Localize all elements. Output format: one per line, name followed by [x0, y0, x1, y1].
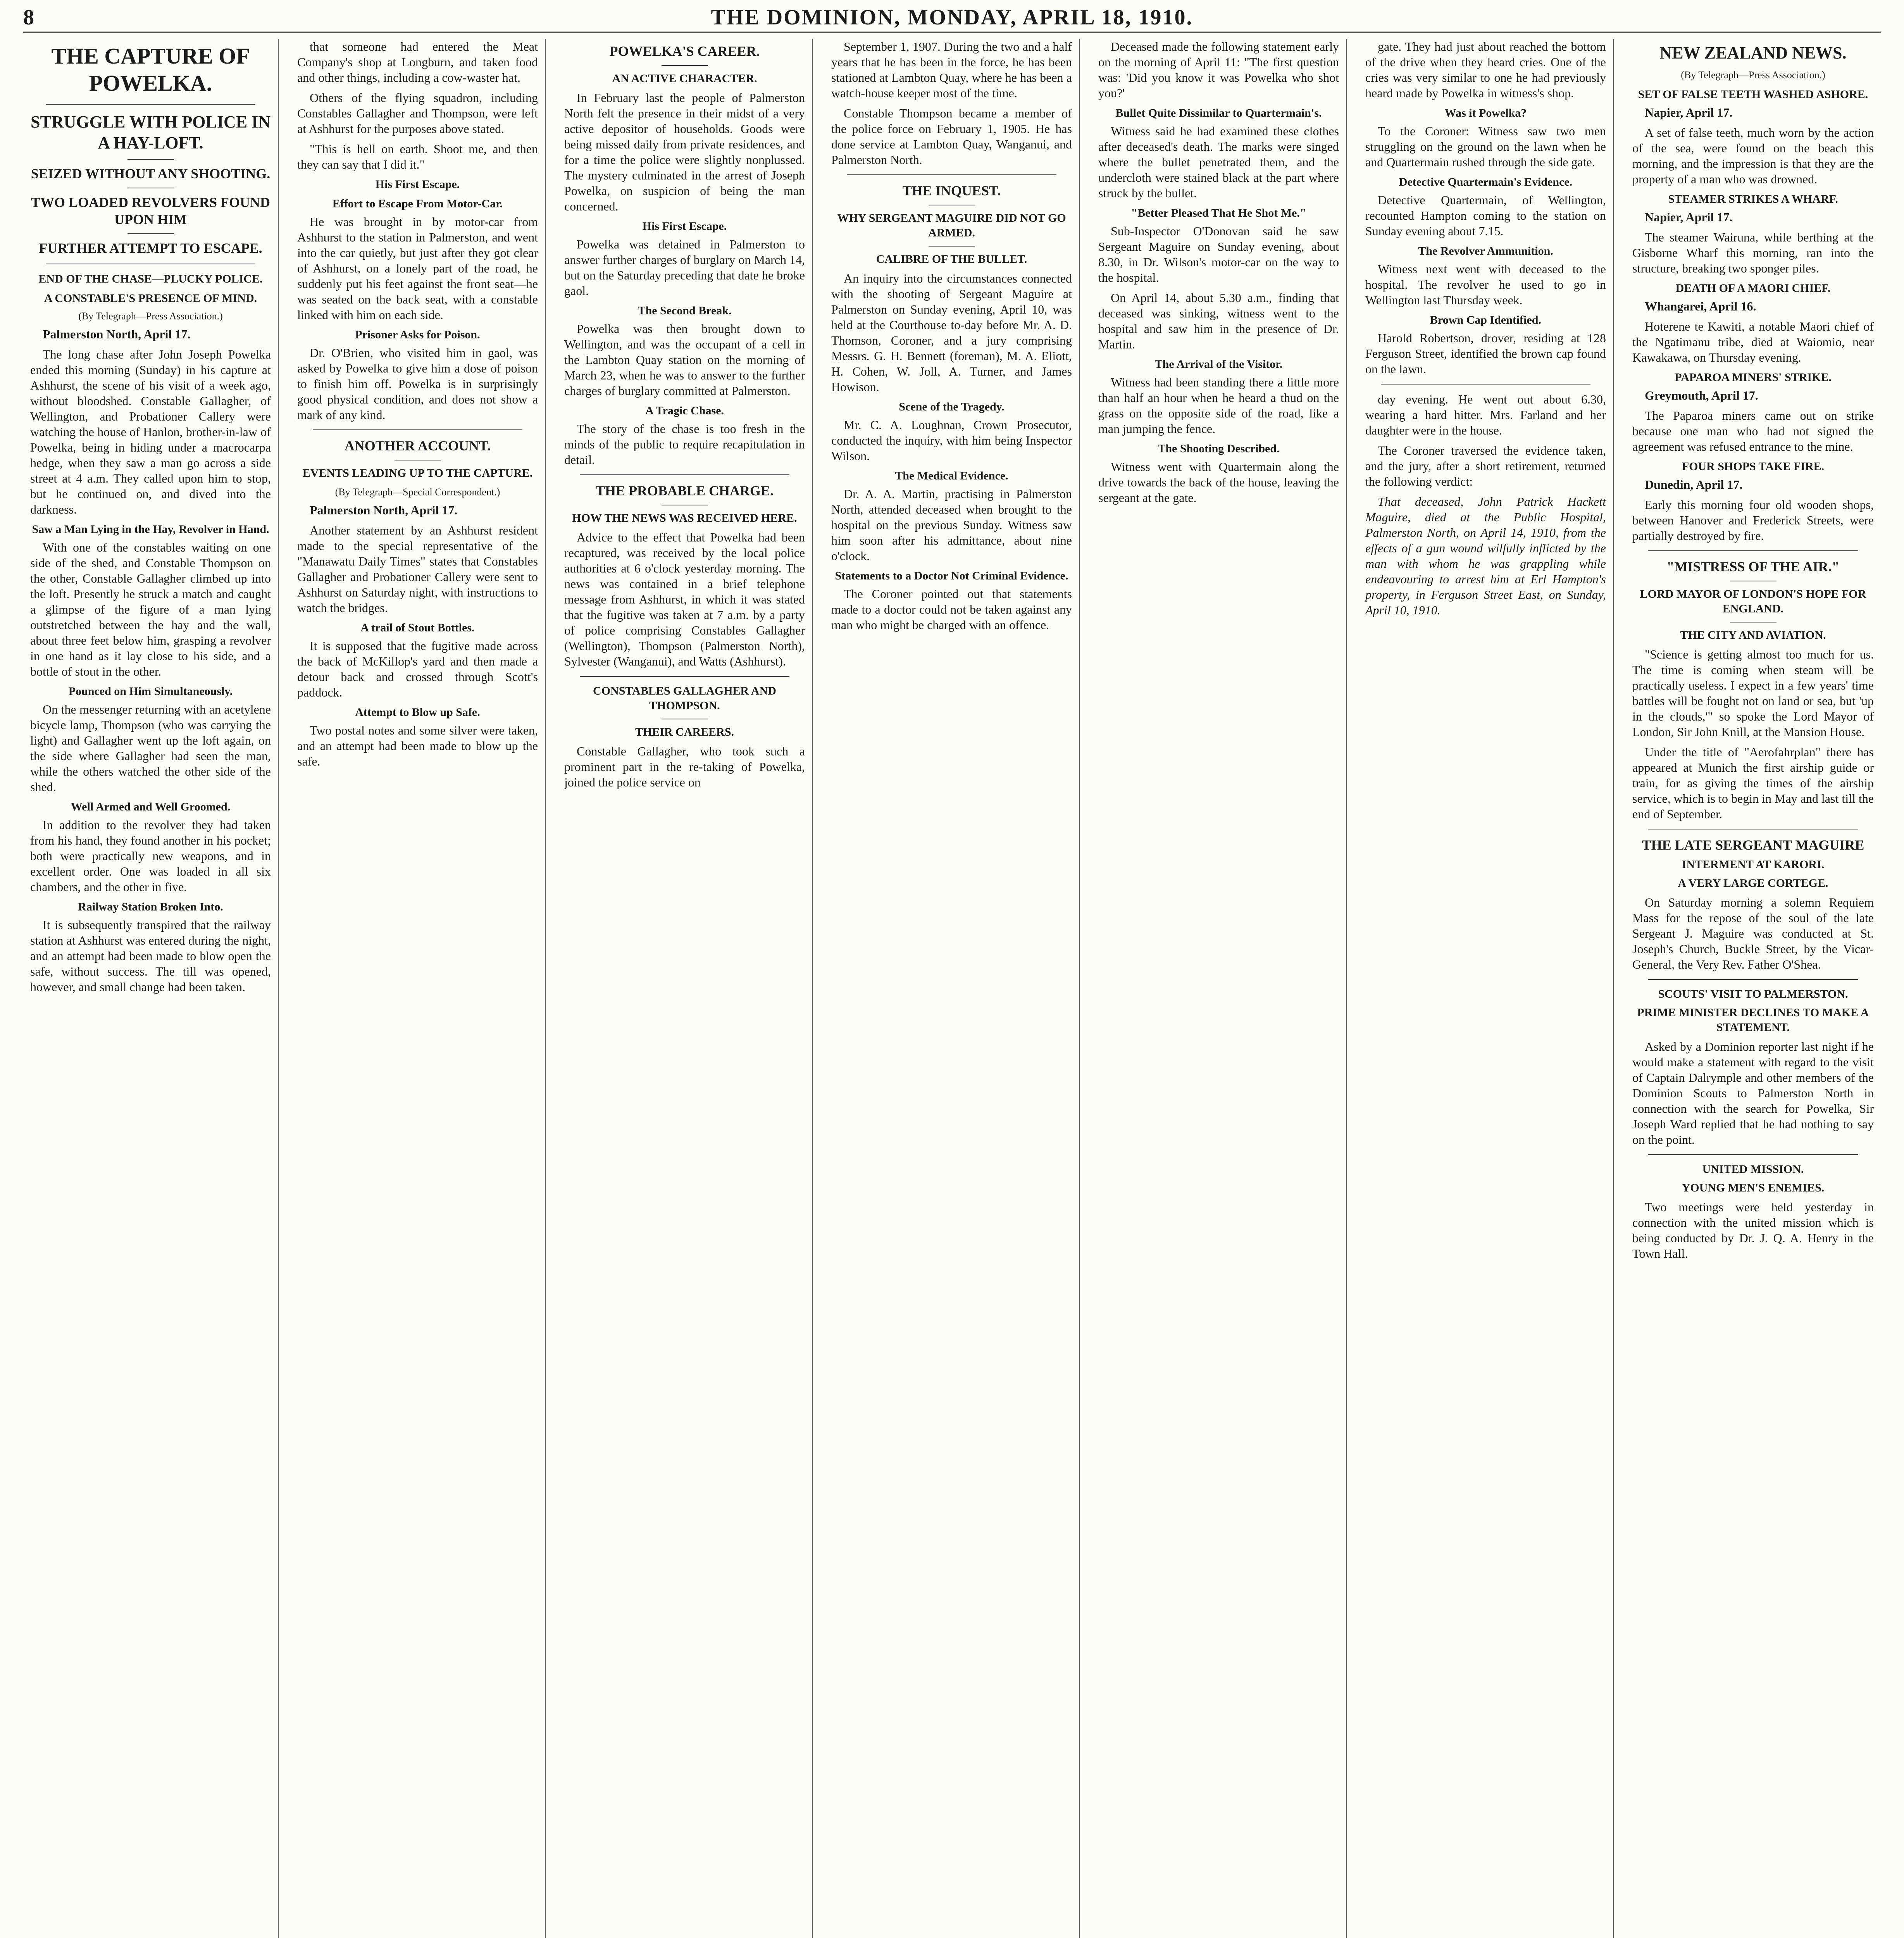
article-paragraph: With one of the constables waiting on one side of the shed, and Constable Thompson on the other, Constable Gallagher climbed up into the loft. Presently he struck a match and caught a glimpse of the figure of a man lying outstretched between the hay and the wall, about three feet below him, grasping a revolver in one hand as it lay close to his side, and a bottle of stout in the other. [30, 540, 271, 678]
article-paragraph: It is subsequently transpired that the railway station at Ashhurst was entered during the night, and an attempt had been made to blow open the safe, without success. The till was opened, however, and small change had been taken. [30, 918, 271, 994]
deck-headline: HOW THE NEWS WAS RECEIVED HERE. [572, 512, 797, 524]
column-7 [1625, 39, 1881, 1938]
article-paragraph: Dr. A. A. Martin, practising in Palmerston North, attended deceased when brought to the hospital on the previous Sunday. Witness saw him soon after his admittance, about nine o'clock. [831, 487, 1072, 563]
newspaper-title: THE DOMINION, MONDAY, APRIL 18, 1910. [711, 5, 1193, 29]
article-paragraph: To the Coroner: Witness saw two men struggling on the ground on the lawn when he and Quartermain rushed through the side gate. [1365, 124, 1606, 169]
subheading: FOUR SHOPS TAKE FIRE. [1682, 460, 1825, 473]
quote: "This is hell on earth. Shoot me, and then they can say that I did it." [297, 142, 538, 171]
subheading: Pounced on Him Simultaneously. [68, 685, 233, 698]
article-paragraph: In February last the people of Palmerston North felt the presence in their midst of a very active depositor of households. Goods were being missed daily from private residences, and for a time the police were slightly nonplussed. The mystery culminated in the arrest of Joseph Powelka, on suspicion of being the man concerned. [564, 91, 805, 213]
page-number: 8 [23, 5, 34, 29]
article-paragraph: The story of the chase is too fresh in the minds of the public to require recapitulation in detail. [564, 422, 805, 467]
subheading: The Medical Evidence. [895, 469, 1008, 482]
subheading: Scene of the Tragedy. [899, 400, 1005, 413]
article-paragraph: On Saturday morning a solemn Requiem Mass for the repose of the soul of the late Sergeant J. Maguire was conducted at St. Joseph's Church, Buckle Street, by the Vicar-General, the Very Rev. Father O'Shea. [1632, 895, 1874, 971]
article-paragraph: In addition to the revolver they had taken from his hand, they found another in his pocket; both were practically new weapons, and in excellent order. One was loaded in all six chambers, and the other in five. [30, 818, 271, 894]
subheading: Saw a Man Lying in the Hay, Revolver in Hand. [32, 523, 269, 536]
subheading: END OF THE CHASE—PLUCKY POLICE. [38, 272, 263, 285]
column-1 [23, 39, 279, 1938]
dateline: Whangarei, April 16. [1645, 299, 1756, 313]
subheading: His First Escape. [375, 178, 460, 191]
deck-headline: YOUNG MEN'S ENEMIES. [1682, 1181, 1825, 1194]
deck-headline: AN ACTIVE CHARACTER. [612, 72, 757, 85]
article-paragraph: Powelka was detained in Palmerston to answer further charges of burglary on March 14, but on the Saturday preceding that date he broke gaol. [564, 237, 805, 298]
column-5 [1091, 39, 1347, 1938]
article-paragraph: On the messenger returning with an acetylene bicycle lamp, Thompson (who was carrying the light) and Gallagher went up the loft again, on the side where Gallagher had seen the man, while the others watched the other side of the shed. [30, 702, 271, 794]
article-paragraph: Dr. O'Brien, who visited him in gaol, was asked by Powelka to give him a dose of poison to finish him off. Powelka is in surprisingly good physical condition, and does not show a mark of any kind. [297, 346, 538, 422]
subheading: The Shooting Described. [1158, 442, 1280, 455]
article-paragraph: The Coroner pointed out that statements made to a doctor could not be taken against any man who might be charged with an offence. [831, 587, 1072, 632]
article-paragraph: On April 14, about 5.30 a.m., finding that deceased was sinking, witness went to the hospital and saw him in the presence of Dr. Martin. [1098, 291, 1339, 351]
main-headline: THE CAPTURE OF POWELKA. [51, 43, 250, 96]
article-paragraph: day evening. He went out about 6.30, wearing a hard hitter. Mrs. Farland and her daughter were in the house. [1365, 392, 1606, 437]
article-paragraph: The long chase after John Joseph Powelka ended this morning (Sunday) in his capture at Ashhurst, the scene of his visit of a week ago, without bloodshed. Constable Gallagher, of Wellington, and Probationer Callery were watching the house of Hanlon, brother-in-law of Powelka, being in hiding under a macrocarpa hedge, when they saw a man go across a side street at 4 a.m. They called upon him to stop, but he continued on, and dived into the darkness. [30, 347, 271, 516]
subheading: Statements to a Doctor Not Criminal Evidence. [835, 569, 1068, 582]
subheading: PAPAROA MINERS' STRIKE. [1675, 371, 1832, 384]
column-4 [824, 39, 1080, 1938]
deck-headline: INTERMENT AT KARORI. [1682, 858, 1825, 871]
article-paragraph: Advice to the effect that Powelka had been recaptured, was received by the local police authorities at 6 o'clock yesterday morning. The news was contained in a brief telephone message from Ashhurst, in which it was stated that the fugitive was taken at 7 a.m. by a party of police comprising Constables Gallagher (Wellington), Thompson (Palmerston North), Sylvester (Wanganui), and Watts (Ashhurst). [564, 530, 805, 668]
article-paragraph: It is supposed that the fugitive made across the back of McKillop's yard and then made a detour back and crossed through Scott's paddock. [297, 639, 538, 699]
deck-headline: STRUGGLE WITH POLICE IN A HAY-LOFT. [30, 112, 271, 152]
article-paragraph: Early this morning four old wooden shops, between Hanover and Frederick Streets, were partially destroyed by fire. [1632, 498, 1874, 543]
article-paragraph: Witness had been standing there a little more than half an hour when he heard a thud on the grass on the opposite side of the road, like a man jumping the fence. [1098, 375, 1339, 436]
article-paragraph: Others of the flying squadron, including Constables Gallagher and Thompson, were left at Ashhurst for the purposes above stated. [297, 91, 538, 136]
verdict-text: That deceased, John Patrick Hackett Maguire, died at the Public Hospital, Palmerston North, on April 14, 1910, from the effects of a gun wound wilfully inflicted by the man with whom he was grappling while endeavouring to arrest him at Erl Hampton's property, in Ferguson Street East, on Sunday, April 10, 1910. [1365, 495, 1606, 617]
subheading: A trail of Stout Bottles. [360, 621, 475, 634]
section-headline: CONSTABLES GALLAGHER AND THOMPSON. [593, 685, 776, 712]
subheading: His First Escape. [642, 220, 727, 233]
article-paragraph: Mr. C. A. Loughnan, Crown Prosecutor, conducted the inquiry, with him being Inspector Wilson. [831, 418, 1072, 463]
subheading: The Revolver Ammunition. [1418, 245, 1553, 257]
subheading: SET OF FALSE TEETH WASHED ASHORE. [1638, 88, 1868, 101]
section-headline: SCOUTS' VISIT TO PALMERSTON. [1658, 988, 1848, 1000]
section-headline: UNITED MISSION. [1702, 1163, 1804, 1176]
article-paragraph: Another statement by an Ashhurst resident made to the special representative of the "Manawatu Daily Times" states that Constables Gallagher and Probationer Callery were sent to Ashhurst on Saturday night, with instructions to watch the bridges. [297, 523, 538, 615]
deck-headline: LORD MAYOR OF LONDON'S HOPE FOR ENGLAND. [1640, 588, 1866, 615]
article-paragraph: Harold Robertson, drover, residing at 128 Ferguson Street, identified the brown cap found on the lawn. [1365, 331, 1606, 376]
section-headline: THE INQUEST. [902, 183, 1001, 198]
article-paragraph: The steamer Wairuna, while berthing at the Gisborne Wharf this morning, ran into the structure, breaking two sponger piles. [1632, 230, 1874, 275]
byline: (By Telegraph—Special Correspondent.) [335, 486, 500, 498]
article-paragraph: "Science is getting almost too much for us. The time is coming when steam will be practically useless. I expect in a few years' time battles will be fought not on land or sea, but 'up in the clouds,'" so spoke the Lord Mayor of London, Sir John Knill, at the Mansion House. [1632, 647, 1874, 739]
subheading: Prisoner Asks for Poison. [355, 328, 480, 341]
article-paragraph: An inquiry into the circumstances connected with the shooting of Sergeant Maguire at Palmerston on Sunday evening, April 10, was held at the Courthouse to-day before Mr. A. D. Thomson, Coroner, and a jury comprising Messrs. G. H. Bennett (foreman), M. A. Eliott, H. Cohen, W. Joll, A. Turner, and James Howison. [831, 271, 1072, 394]
section-headline: "MISTRESS OF THE AIR." [1666, 559, 1840, 574]
dateline: Palmerston North, April 17. [43, 327, 191, 341]
subheading: Effort to Escape From Motor-Car. [332, 197, 503, 210]
subheading: Railway Station Broken Into. [78, 900, 223, 913]
section-headline: ANOTHER ACCOUNT. [344, 438, 491, 453]
column-6 [1358, 39, 1614, 1938]
page-columns [23, 39, 1881, 1938]
subheading: Was it Powelka? [1444, 107, 1527, 119]
column-3 [557, 39, 813, 1938]
dateline: Napier, April 17. [1645, 210, 1733, 224]
section-headline: THE PROBABLE CHARGE. [595, 483, 774, 498]
article-paragraph: Sub-Inspector O'Donovan said he saw Sergeant Maguire on Sunday evening, about 8.30, in Dr. Wilson's motor-car on the way to the hospital. [1098, 224, 1339, 284]
article-paragraph: Witness said he had examined these clothes after deceased's death. The marks were singed where the bullet penetrated them, and the undercloth were stained black at the part where struck by the bullet. [1098, 124, 1339, 200]
article-paragraph: Witness went with Quartermain along the drive towards the back of the house, leaving the sergeant at the gate. [1098, 460, 1339, 505]
subheading: Detective Quartermain's Evidence. [1399, 176, 1573, 188]
article-paragraph: The Paparoa miners came out on strike because one man who had not signed the agreement was refused entrance to the mine. [1632, 409, 1874, 453]
article-paragraph: Detective Quartermain, of Wellington, recounted Hampton coming to the station on Sunday evening about 7.15. [1365, 193, 1606, 238]
article-paragraph: Constable Gallagher, who took such a prominent part in the re-taking of Powelka, joined the police service on [564, 744, 805, 789]
article-paragraph: Under the title of "Aerofahrplan" there has appeared at Munich the first airship guide or train, for as giving the times of the airship service, which is to begin in May and last till the end of September. [1632, 745, 1874, 821]
column-2 [290, 39, 546, 1938]
masthead [23, 4, 1881, 33]
byline: (By Telegraph—Press Association.) [1681, 69, 1825, 81]
article-paragraph: September 1, 1907. During the two and a half years that he has been in the force, he has been stationed at Lambton Quay, where he has been a watch-house keeper most of the time. [831, 40, 1072, 100]
article-paragraph: gate. They had just about reached the bottom of the drive when they heard cries. One of the cries was very similar to one he had previously heard made by Powelka in witness's shop. [1365, 40, 1606, 100]
article-paragraph: Constable Thompson became a member of the police force on February 1, 1905. He has done service at Lambton Quay, Wanganui, and Palmerston North. [831, 106, 1072, 167]
deck-headline: SEIZED WITHOUT ANY SHOOTING. [31, 166, 271, 181]
subheading: A CONSTABLE'S PRESENCE OF MIND. [44, 292, 257, 305]
deck-headline: TWO LOADED REVOLVERS FOUND UPON HIM [31, 195, 271, 227]
subheading: Well Armed and Well Groomed. [71, 800, 231, 813]
byline: (By Telegraph—Press Association.) [78, 310, 223, 322]
subheading: DEATH OF A MAORI CHIEF. [1675, 282, 1831, 295]
subheading: The Second Break. [638, 304, 732, 317]
article-paragraph: A set of false teeth, much worn by the action of the sea, were found on the beach this morning, and the impression is that they are the property of a man who was drowned. [1632, 126, 1874, 186]
section-headline: POWELKA'S CAREER. [609, 43, 760, 59]
article-paragraph: Powelka was then brought down to Wellington, and was the occupant of a cell in the Lambton Quay station on the morning of March 23, when he was to answer to the further charges of burglary committed at Palmerston. [564, 322, 805, 398]
dateline: Dunedin, April 17. [1645, 478, 1743, 491]
deck-headline: FURTHER ATTEMPT TO ESCAPE. [39, 240, 262, 256]
article-paragraph: that someone had entered the Meat Company's shop at Longburn, and taken food and other things, including a cow-waster hat. [297, 40, 538, 84]
article-paragraph: Asked by a Dominion reporter last night if he would make a statement with regard to the visit of Captain Dalrymple and other members of the Dominion Scouts to Palmerston North in connection with the search for Powelka, Sir Joseph Ward replied that he had nothing to say on the point. [1632, 1040, 1874, 1147]
article-paragraph: Two meetings were held yesterday in connection with the united mission which is being conducted by Dr. J. Q. A. Henry in the Town Hall. [1632, 1200, 1874, 1260]
article-paragraph: Hoterene te Kawiti, a notable Maori chief of the Ngatimanu tribe, died at Waiomio, near Kawakawa, on Thursday evening. [1632, 319, 1874, 364]
deck-headline: PRIME MINISTER DECLINES TO MAKE A STATEMENT. [1637, 1006, 1869, 1034]
subheading: Brown Cap Identified. [1430, 314, 1541, 326]
article-paragraph: Deceased made the following statement early on the morning of April 11: "The first question was: 'Did you know it was Powelka who shot you?' [1098, 40, 1339, 100]
deck-headline: A VERY LARGE CORTEGE. [1678, 877, 1828, 890]
subheading: Attempt to Blow up Safe. [355, 706, 480, 719]
subheading: "Better Pleased That He Shot Me." [1131, 207, 1306, 219]
article-paragraph: Two postal notes and some silver were taken, and an attempt had been made to blow up the safe. [297, 723, 538, 768]
deck-headline: EVENTS LEADING UP TO THE CAPTURE. [302, 467, 533, 479]
subheading: STEAMER STRIKES A WHARF. [1668, 193, 1838, 205]
dateline: Greymouth, April 17. [1645, 388, 1758, 402]
dateline: Palmerston North, April 17. [310, 503, 458, 517]
deck-headline: THEIR CAREERS. [635, 726, 734, 738]
article-paragraph: Witness next went with deceased to the hospital. The revolver he used to go in Wellington last Thursday week. [1365, 262, 1606, 307]
dateline: Napier, April 17. [1645, 105, 1733, 119]
subheading: A Tragic Chase. [645, 404, 724, 417]
subheading: Bullet Quite Dissimilar to Quartermain's. [1115, 107, 1322, 119]
section-headline: THE LATE SERGEANT MAGUIRE [1642, 837, 1864, 853]
deck-headline: CALIBRE OF THE BULLET. [876, 253, 1027, 266]
article-paragraph: He was brought in by motor-car from Ashhurst to the station in Palmerston, and went into the car quietly, but just after they got clear of Ashhurst, on a lonely part of the road, he suddenly put his feet against the front seat—he was seated on the back seat, with a constable linked with him on each side. [297, 215, 538, 322]
deck-headline: THE CITY AND AVIATION. [1680, 629, 1826, 641]
deck-headline: WHY SERGEANT MAGUIRE DID NOT GO ARMED. [837, 212, 1066, 239]
article-paragraph: The Coroner traversed the evidence taken, and the jury, after a short retirement, returned the following verdict: [1365, 443, 1606, 488]
subheading: The Arrival of the Visitor. [1154, 358, 1283, 371]
section-headline: NEW ZEALAND NEWS. [1659, 43, 1847, 62]
